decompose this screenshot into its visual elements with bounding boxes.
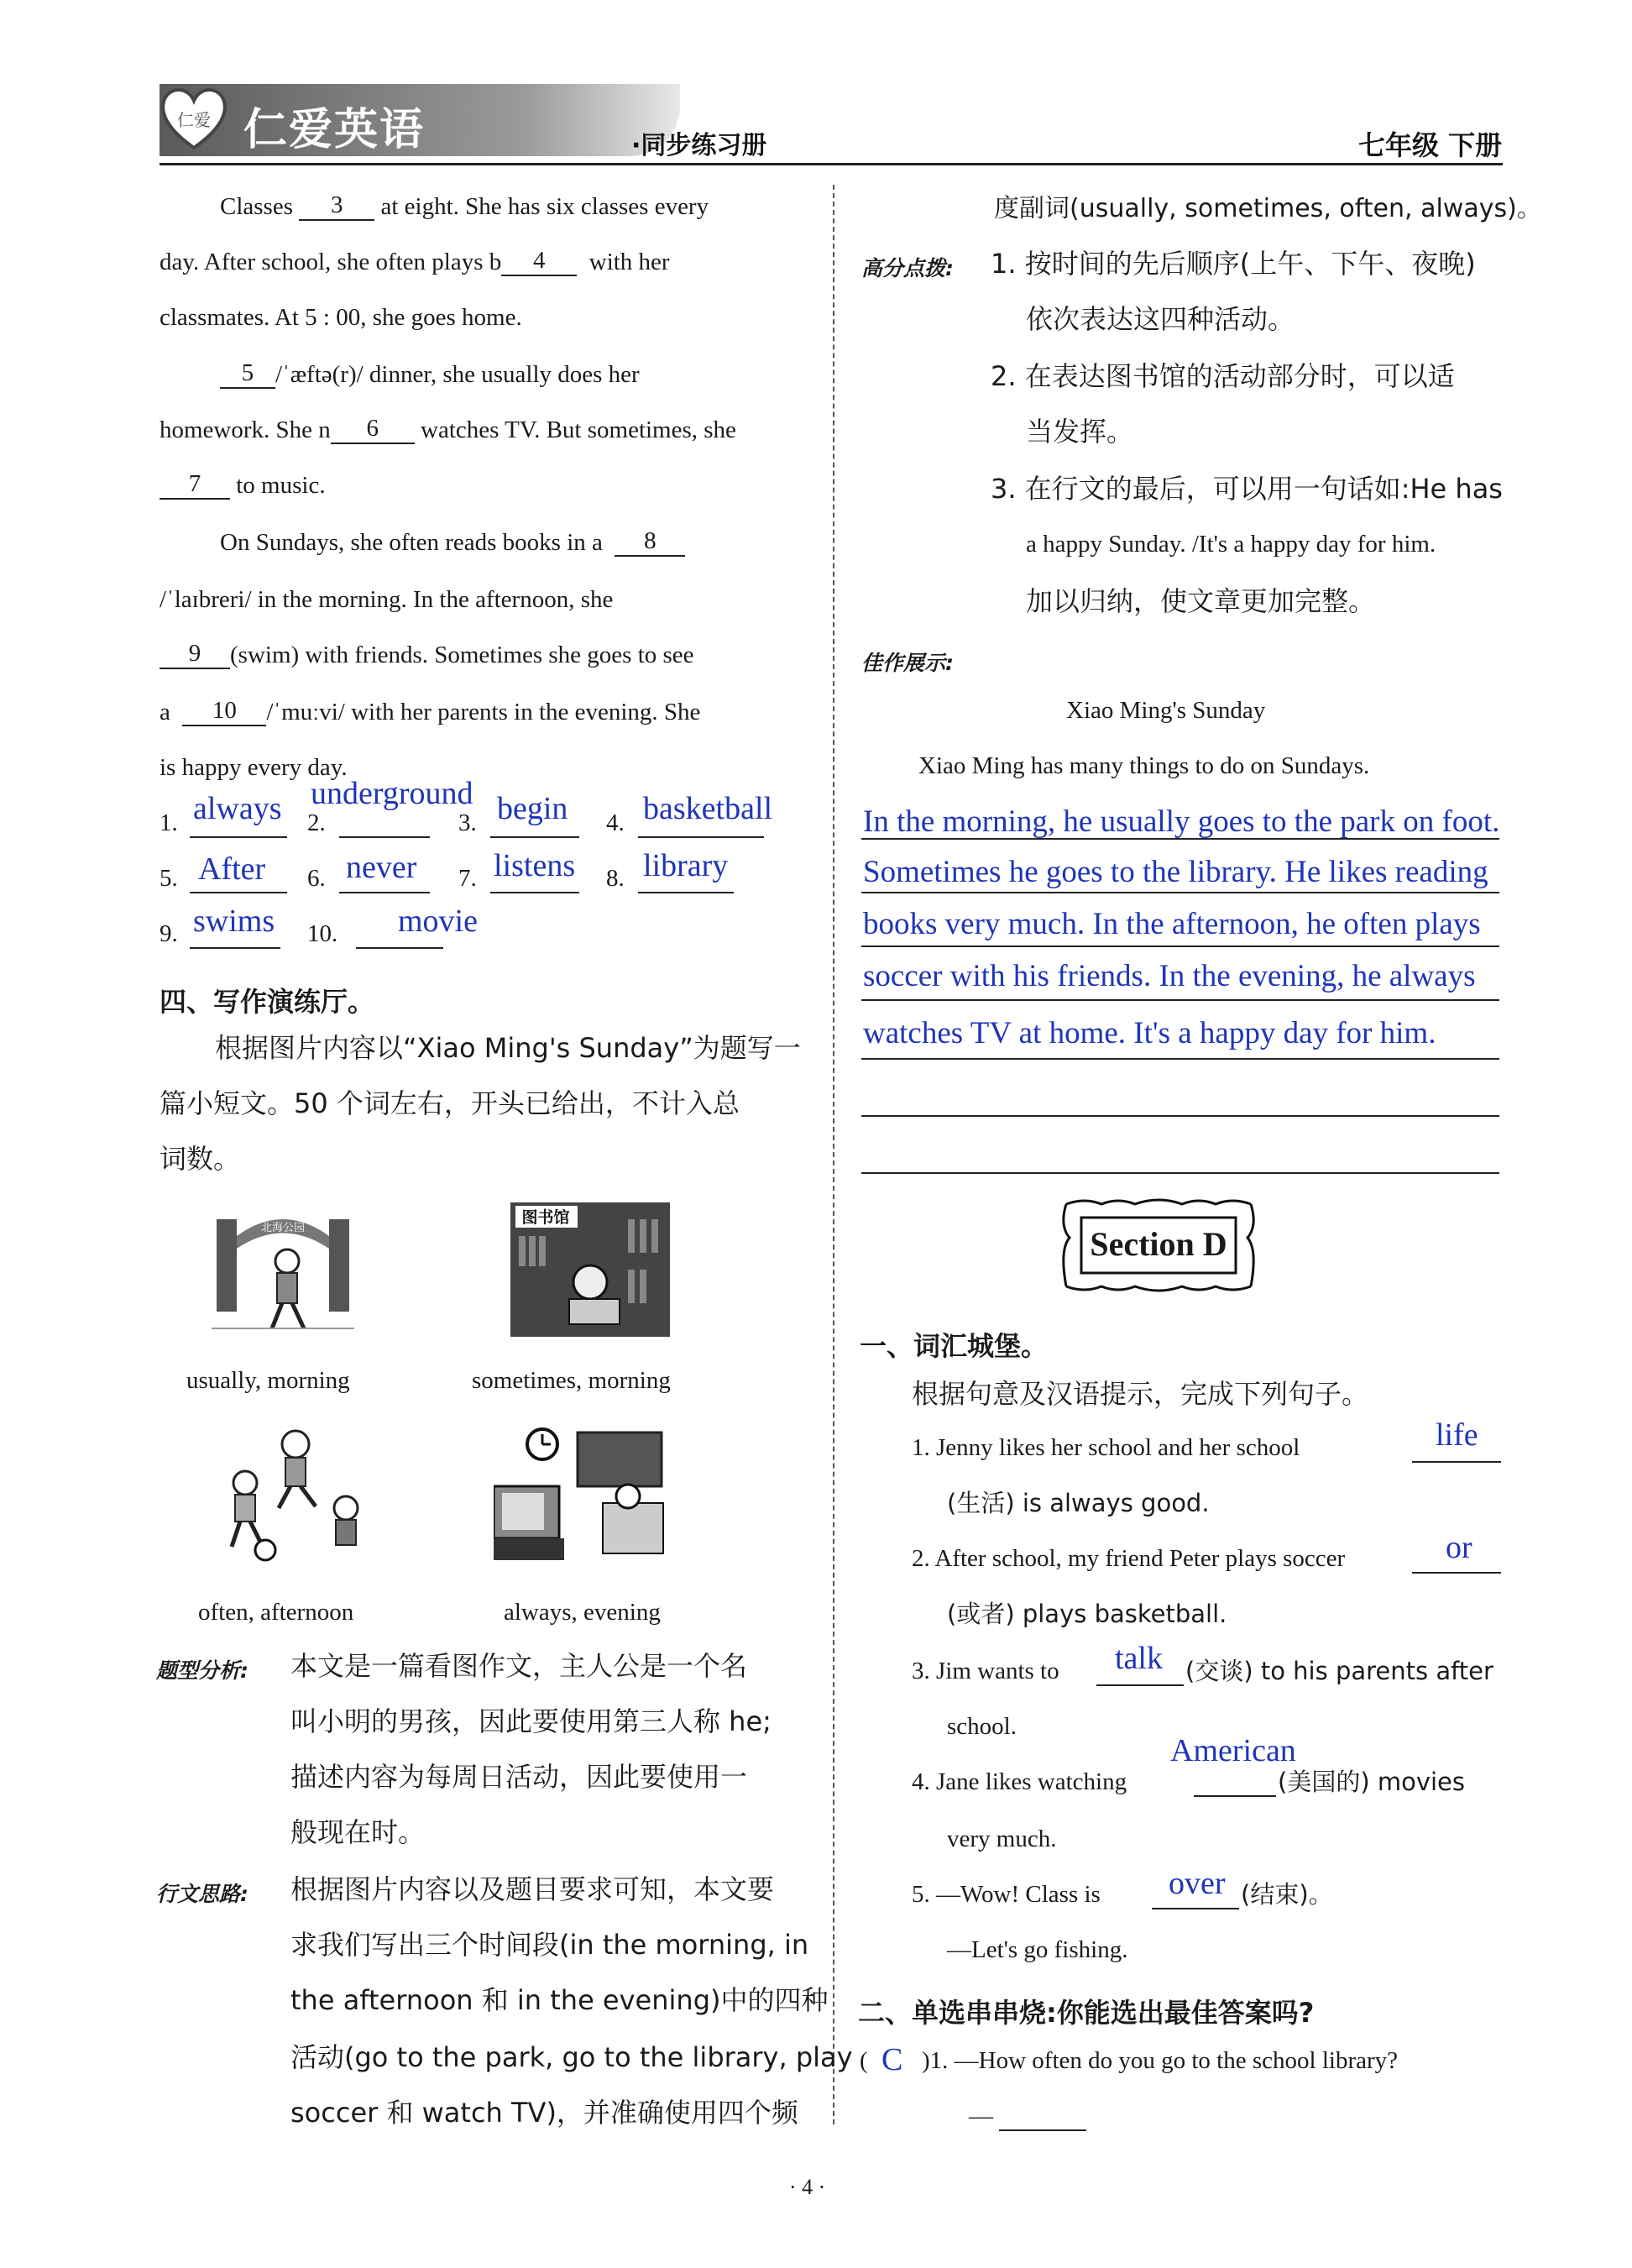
q4-rule [1194,1795,1276,1797]
logo-text: 仁爱 [177,110,211,130]
passage-line-4: 5 /ˈæftə(r)/ dinner, she usually does her [220,363,640,389]
answer-9: swims [193,904,275,939]
cont-line: 度副词(usually, sometimes, often, always)。 [994,194,1542,223]
q3-line-b: (交谈) to his parents after [1185,1657,1493,1685]
idea-label: 行文思路: [156,1882,248,1906]
q3-answer: talk [1115,1641,1163,1676]
s2-title: 二、单选串串烧:你能选出最佳答案吗? [858,1997,1315,2029]
picture-library [510,1202,670,1337]
essay-title: Xiao Ming's Sunday [1066,697,1266,724]
answer-line-9 [190,947,280,949]
tips-line-1: 1. 按时间的先后顺序(上午、下午、夜晚) [991,248,1476,280]
picture-tv [494,1427,670,1562]
q2-rule [1412,1572,1501,1574]
essay-line-2: Sometimes he goes to the library. He likes reading [863,855,1488,889]
svg-text:北海公园: 北海公园 [260,1222,306,1234]
idea-line-4: 活动(go to the park, go to the library, play [290,2041,853,2073]
q4-line-c: very much. [947,1825,1057,1852]
passage-line-3: classmates. At 5 : 00, she goes home. [160,304,522,331]
header-rule [160,163,1503,165]
idea-line-1: 根据图片内容以及题目要求可知，本文要 [290,1873,775,1905]
section4-title: 四、写作演练厅。 [160,986,375,1018]
essay-line-5: watches TV at home. It's a happy day for him. [863,1016,1436,1050]
answer-num-6: 6. [307,865,326,892]
answer-line-5 [190,892,287,893]
answer-line-4 [638,836,764,838]
tips-line-7: 加以归纳，使文章更加完整。 [1026,585,1376,617]
blank-4: 4 [501,250,577,276]
passage-line-6: 7 to music. [160,474,326,500]
passage-line-1: Classes 3 at eight. She has six classes every [220,191,709,220]
q5-line-c: —Let's go fishing. [947,1936,1128,1963]
answer-line-3 [490,836,579,838]
picture-caption-3: often, afternoon [198,1599,354,1626]
tips-line-4: 当发挥。 [1026,416,1134,448]
answer-line-2 [339,836,430,838]
answer-line-6 [339,892,430,893]
analysis-line-1: 本文是一篇看图作文，主人公是一个名 [290,1650,748,1682]
column-divider [833,185,834,2124]
passage-line-5: homework. She n 6 watches TV. But sometimes, she [160,415,736,443]
answer-8: library [643,848,729,883]
essay-first-line: Xiao Ming has many things to do on Sundays. [918,752,1370,779]
essay-line-3: books very much. In the afternoon, he often plays [863,907,1481,941]
answer-num-1: 1. [160,809,178,836]
blank-5: 5 [220,363,275,389]
header-grade: 七年级 下册 [1358,129,1503,161]
picture-caption-2: sometimes, morning [472,1367,671,1394]
essay-line-4: soccer with his friends. In the evening, he always [863,959,1476,993]
answer-num-8: 8. [606,865,625,892]
passage-line-9: 9 (swim) with friends. Sometimes she goes to see [160,643,694,669]
mc1-reply: — [969,2103,993,2129]
tips-label: 高分点拨: [861,256,954,280]
q3-line-a: 3. Jim wants to [912,1658,1059,1684]
q2-line-a: 2. After school, my friend Peter plays soccer [912,1545,1346,1572]
blank-3: 3 [299,195,374,221]
answer-7: listens [494,848,576,883]
page-number: · 4 · [789,2175,826,2199]
s1-title: 一、词汇城堡。 [860,1330,1049,1362]
blank-6: 6 [331,418,415,444]
q3-line-c: school. [947,1713,1017,1740]
q1-line-a: 1. Jenny likes her school and her school [912,1434,1300,1461]
mc1-question: )1. —How often do you go to the school library? [922,2047,1399,2074]
answer-line-10 [356,947,443,949]
q5-answer: over [1169,1866,1226,1901]
essay-rule-1 [861,838,1499,840]
header-subtitle: ·同步练习册 [631,131,767,160]
analysis-line-2: 叫小明的男孩，因此要使用第三人称 he; [290,1705,772,1737]
answer-line-7 [490,892,579,893]
essay-rule-5 [861,1058,1499,1060]
idea-line-3: the afternoon 和 in the evening)中的四种 [290,1984,829,2016]
q4-line-a: 4. Jane likes watching [912,1768,1127,1795]
answer-num-5: 5. [160,865,178,892]
tips-line-2: 依次表达这四种活动。 [1026,303,1295,335]
q5-rule [1152,1908,1239,1909]
essay-line-1: In the morning, he usually goes to the park on foot. [863,804,1500,839]
mc1-answer: C [881,2042,903,2077]
picture-caption-1: usually, morning [186,1367,350,1394]
blank-10: 10 [182,700,266,726]
passage-line-10: a 10 /ˈmuːvi/ with her parents in the evening. She [160,697,701,725]
brand-title: 仁爱英语 [243,105,426,155]
passage-line-8: /ˈlaɪbreri/ in the morning. In the afternoon, she [160,586,614,613]
mc1-open-paren: ( [860,2047,868,2074]
section4-instr-2: 篇小短文。50 个词左右，开头已给出，不计入总 [160,1087,740,1119]
tips-line-5: 3. 在行文的最后，可以用一句话如:He has [991,473,1503,505]
tips-line-6: a happy Sunday. /It's a happy day for him. [1026,531,1436,558]
section4-instr-3: 词数。 [160,1143,241,1175]
answer-1: always [193,791,282,826]
tips-line-3: 2. 在表达图书馆的活动部分时，可以适 [991,360,1455,392]
passage-line-7: On Sundays, she often reads books in a 8 [220,531,685,557]
passage-line-11: is happy every day. [160,754,348,781]
q5-line-b: (结束)。 [1241,1880,1333,1909]
q2-line-b: (或者) plays basketball. [947,1600,1227,1628]
answer-6: never [346,850,417,885]
analysis-line-4: 般现在时。 [290,1816,426,1848]
answer-num-3: 3. [458,809,477,836]
analysis-label: 题型分析: [156,1658,248,1683]
section4-instr-1: 根据图片内容以“Xiao Ming's Sunday”为题写一 [215,1032,801,1064]
blank-9: 9 [160,643,230,669]
blank-7: 7 [160,474,230,500]
s1-instr: 根据句意及汉语提示，完成下列句子。 [912,1378,1369,1410]
svg-text:图书馆: 图书馆 [521,1208,570,1227]
answer-num-10: 10. [307,920,338,947]
answer-2: underground [311,776,473,811]
answer-num-9: 9. [160,920,178,947]
picture-park [212,1202,354,1337]
show-label: 佳作展示: [861,651,954,675]
q5-line-a: 5. —Wow! Class is [912,1881,1101,1908]
essay-rule-3 [861,945,1499,947]
essay-rule-4 [861,999,1499,1001]
q3-rule [1096,1684,1184,1686]
q1-rule [1412,1461,1501,1463]
answer-3: begin [497,791,568,826]
idea-line-2: 求我们写出三个时间段(in the morning, in [290,1929,809,1961]
analysis-line-3: 描述内容为每周日活动，因此要使用一 [290,1761,748,1793]
answer-5: After [198,851,266,887]
answer-num-4: 4. [606,809,625,836]
passage-line-2: day. After school, she often plays b 4 with her [160,247,670,275]
q2-answer: or [1446,1530,1472,1565]
answer-10: movie [398,904,478,939]
mc1-reply-rule [999,2129,1086,2131]
answer-line-8 [638,892,734,893]
q4-answer: American [1170,1733,1296,1768]
section-d-title: Section D [1090,1225,1227,1263]
answer-num-7: 7. [458,865,477,892]
essay-rule-7 [861,1172,1499,1174]
picture-caption-4: always, evening [504,1599,661,1626]
q4-line-b: (美国的) movies [1278,1768,1466,1796]
essay-rule-6 [861,1115,1499,1117]
picture-soccer [212,1424,379,1567]
answer-line-1 [190,836,287,838]
answer-4: basketball [643,791,773,826]
section-d-banner [1059,1196,1258,1295]
answer-num-2: 2. [307,809,326,836]
q1-answer: life [1436,1417,1478,1453]
blank-8: 8 [615,531,685,557]
idea-line-5: soccer 和 watch TV)，并准确使用四个频 [290,2097,798,2129]
q1-line-b: (生活) is always good. [947,1489,1210,1517]
brand-logo [158,82,230,153]
essay-rule-2 [861,892,1499,893]
